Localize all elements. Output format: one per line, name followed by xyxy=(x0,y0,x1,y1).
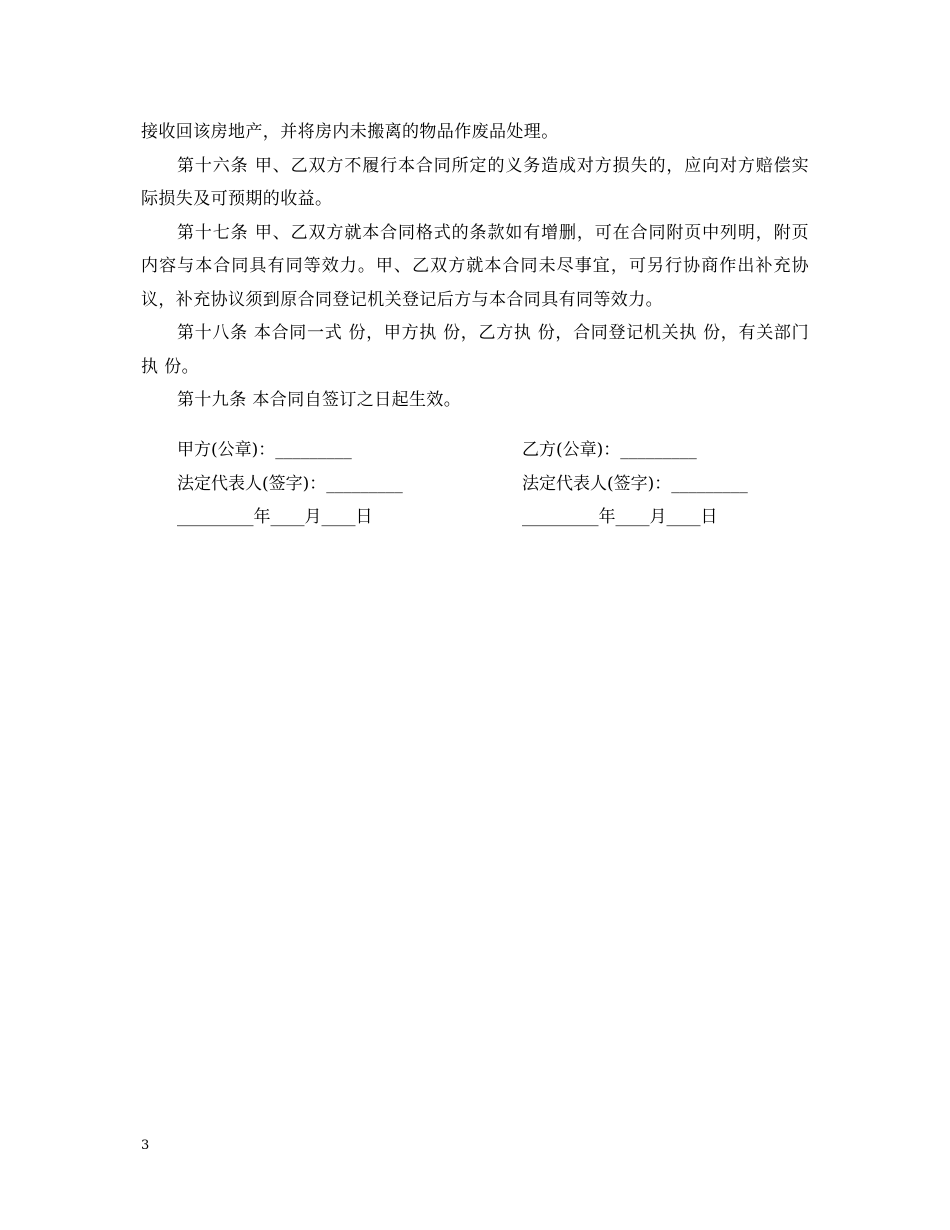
party-b-date-line: _________年____月____日 xyxy=(522,507,718,527)
party-b-representative-line: 法定代表人(签字)：_________ xyxy=(522,473,748,494)
signature-block xyxy=(177,434,817,535)
article-18: 第十八条 本合同一式 份，甲方执 份，乙方执 份，合同登记机关执 份，有关部门执 份。 xyxy=(141,323,809,377)
seal-row xyxy=(177,434,817,468)
date-row xyxy=(177,501,817,535)
party-a-date-line: _________年____月____日 xyxy=(177,507,373,527)
party-a-seal-line: 甲方(公章)：_________ xyxy=(177,440,352,460)
article-16: 第十六条 甲、乙双方不履行本合同所定的义务造成对方损失的，应向对方赔偿实际损失及可预期的收益。 xyxy=(141,155,809,209)
article-19: 第十九条 本合同自签订之日起生效。 xyxy=(177,390,462,410)
representative-row xyxy=(177,468,817,502)
article-17: 第十七条 甲、乙双方就本合同格式的条款如有增删，可在合同附页中列明，附页内容与本合同具有同等效力。甲、乙双方就本合同未尽事宜，可另行协商作出补充协议，补充协议须到原合同登记机关登记后方与本合同具有同等效力。 xyxy=(141,222,809,310)
party-b-seal-line: 乙方(公章)：_________ xyxy=(522,440,697,460)
party-a-representative-line: 法定代表人(签字)：_________ xyxy=(177,473,403,494)
paragraph-continuation: 接收回该房地产，并将房内未搬离的物品作废品处理。 xyxy=(141,122,559,142)
contract-body xyxy=(141,116,809,418)
page-number: 3 xyxy=(141,1138,150,1153)
